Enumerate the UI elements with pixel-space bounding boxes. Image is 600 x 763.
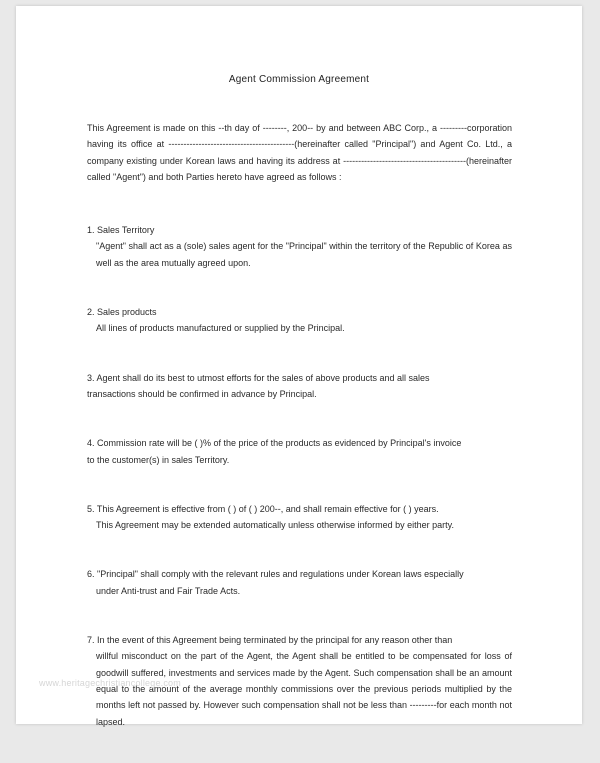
- section-agent-efforts: [87, 370, 512, 403]
- section-lead-line: 5. This Agreement is effective from ( ) of ( ) 200--, and shall remain effective for ( ) years.: [87, 503, 439, 514]
- section-compliance: [87, 566, 512, 599]
- section-commission-rate: [87, 435, 512, 468]
- section-continuation: willful misconduct on the part of the Agent, the Agent shall be entitled to be compensated for loss of goodwill suffered, investments and services made by the Agent. Such compensation shall be an amount equal to the amount of the average monthly commissions over the previous periods multiplied by the months left not passed by. However such compensation shall not be less than ---------for each month not lapsed.: [96, 651, 512, 727]
- watermark-text: www.heritagechristiancollege.com: [39, 678, 181, 688]
- intro-paragraph: This Agreement is made on this --th day of --------, 200-- by and between ABC Corp., a ---------corporation having its office at ------------------------------------------(hereinafter called "Principal") and Agent Co. Ltd., a company existing under Korean laws and having its address at -----------------------------------------(hereinafter called "Agent") and both Parties hereto have agreed as follows :: [87, 123, 512, 182]
- section-sales-territory: [87, 222, 512, 271]
- section-lead-line: 6. "Principal" shall comply with the relevant rules and regulations under Korean laws especially: [87, 569, 464, 580]
- section-body: "Agent" shall act as a (sole) sales agent for the "Principal" within the territory of the Republic of Korea as well as the area mutually agreed upon.: [96, 241, 512, 268]
- section-body: All lines of products manufactured or supplied by the Principal.: [96, 323, 345, 334]
- document-title: Agent Commission Agreement: [228, 74, 370, 85]
- section-continuation: transactions should be confirmed in advance by Principal.: [87, 388, 317, 399]
- section-heading: 2. Sales products: [87, 307, 157, 318]
- section-effective-period: [87, 501, 512, 534]
- section-continuation: This Agreement may be extended automatically unless otherwise informed by either party.: [96, 520, 455, 531]
- section-sales-products: [87, 304, 512, 337]
- section-lead-line: 4. Commission rate will be ( )% of the price of the products as evidenced by Principal's invoice: [87, 438, 462, 449]
- document-page: [16, 6, 582, 727]
- section-continuation: to the customer(s) in sales Territory.: [87, 454, 230, 465]
- document-body: [87, 120, 512, 763]
- section-lead-line: 3. Agent shall do its best to utmost efforts for the sales of above products and all sales: [87, 372, 430, 383]
- section-lead-line: 7. In the event of this Agreement being terminated by the principal for any reason other than: [87, 635, 453, 646]
- section-heading: 1. Sales Territory: [87, 225, 155, 236]
- section-continuation: under Anti-trust and Fair Trade Acts.: [96, 585, 241, 596]
